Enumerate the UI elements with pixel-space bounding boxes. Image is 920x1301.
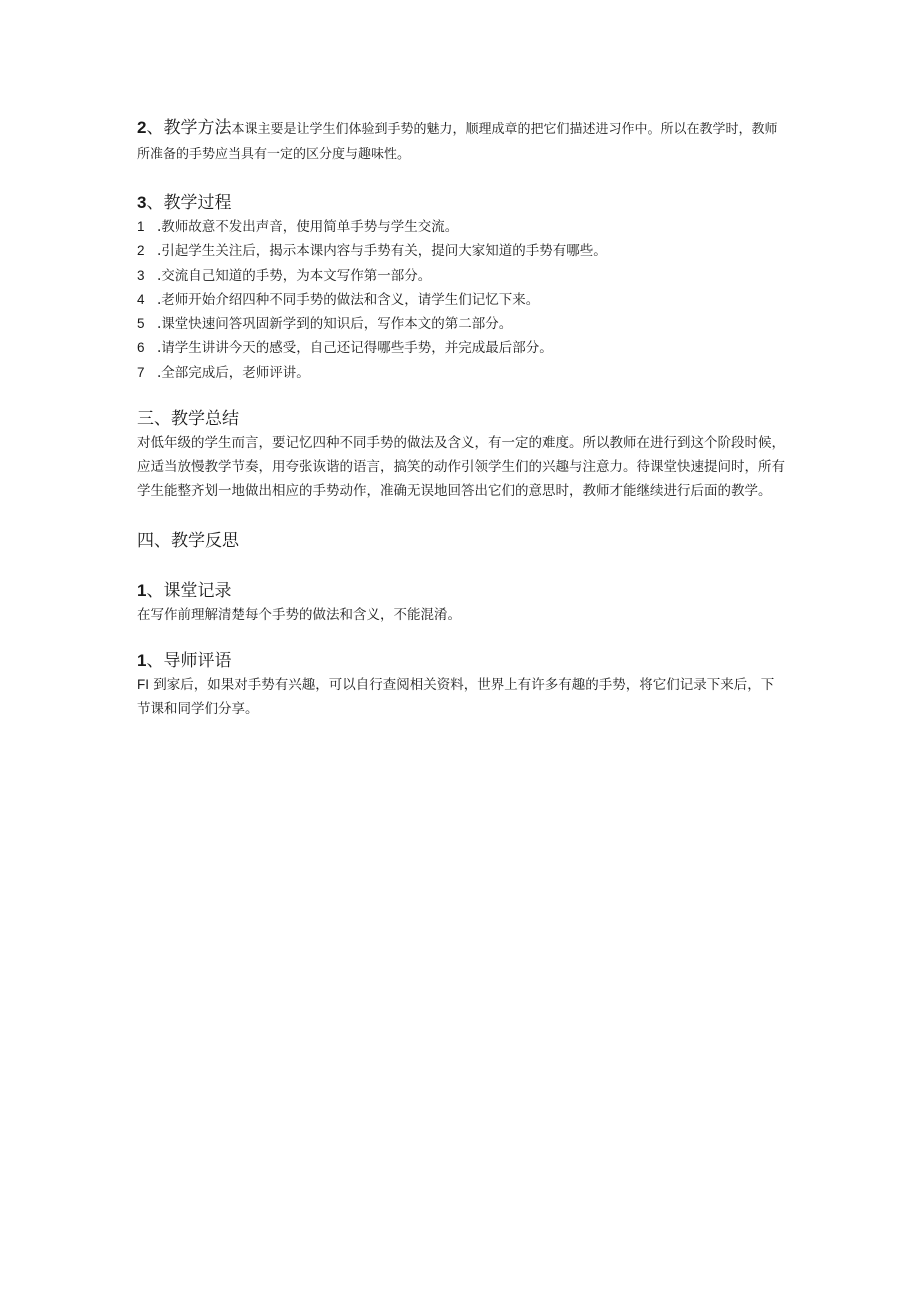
- list-item: [137, 215, 787, 239]
- mentor-comment-body: [137, 673, 787, 721]
- teaching-process-heading: [137, 191, 787, 215]
- teaching-process-title: 、教学过程: [146, 193, 232, 213]
- mentor-comment-prefix: FI: [137, 677, 149, 693]
- teaching-method-paragraph: [137, 116, 787, 167]
- list-item-number: 6: [137, 340, 145, 356]
- class-record-heading: [137, 579, 787, 603]
- list-item: [137, 361, 787, 385]
- list-item-text: .老师开始介绍四种不同手势的做法和含义，请学生们记忆下来。: [157, 291, 540, 308]
- list-item-text: .请学生讲讲今天的感受，自己还记得哪些手势，并完成最后部分。: [157, 340, 553, 357]
- teaching-summary-heading: 三、教学总结: [137, 409, 239, 430]
- mentor-comment-title: 、导师评语: [146, 651, 232, 672]
- class-record-title: 、课堂记录: [146, 581, 232, 602]
- teaching-method-number: 2: [137, 118, 147, 137]
- mentor-comment-heading: [137, 649, 787, 673]
- class-record-number: 1: [137, 581, 147, 601]
- document-page: [137, 116, 787, 721]
- list-item-number: 3: [137, 267, 145, 283]
- list-item: [137, 288, 787, 312]
- list-item-number: 2: [137, 243, 145, 259]
- teaching-method-body: 本课主要是让学生们体验到手势的魅力，顺理成章的把它们描述进习作中。所以在教学时，教师所准备的手势应当具有一定的区分度与趣味性。: [137, 122, 778, 162]
- list-item-number: 4: [137, 291, 145, 307]
- teaching-process-number: 3: [137, 193, 147, 212]
- list-item-text: .交流自己知道的手势，为本文写作第一部分。: [157, 267, 432, 284]
- teaching-method-title: 、教学方法: [146, 118, 232, 138]
- mentor-comment-text: 到家后，如果对手势有兴趣，可以自行查阅相关资料，世界上有许多有趣的手势，将它们记录下来后，下节课和同学们分享。: [137, 677, 775, 718]
- list-item-text: .引起学生关注后，揭示本课内容与手势有关，提问大家知道的手势有哪些。: [157, 243, 607, 260]
- list-item-text: .课堂快速问答巩固新学到的知识后，写作本文的第二部分。: [157, 316, 513, 333]
- list-item: [137, 312, 787, 336]
- mentor-comment-number: 1: [137, 651, 147, 671]
- list-item-number: 1: [137, 219, 145, 234]
- teaching-process-list: [137, 215, 787, 385]
- list-item-number: 5: [137, 316, 145, 332]
- teaching-summary-body: 对低年级的学生而言，要记忆四种不同手势的做法及含义，有一定的难度。所以教师在进行到这个阶段时候，应适当放慢教学节奏，用夸张诙谐的语言，搞笑的动作引领学生们的兴趣与注意力。待课堂快速提问时，所有学生能整齐划一地做出相应的手势动作，准确无误地回答出它们的意思时，教师才能继续进行后面的教学。: [137, 435, 785, 500]
- list-item: [137, 336, 787, 360]
- class-record-body: 在写作前理解清楚每个手势的做法和含义，不能混淆。: [137, 607, 461, 624]
- teaching-reflection-heading: 四、教学反思: [137, 531, 239, 552]
- list-item: [137, 239, 787, 263]
- list-item-text: .教师故意不发出声音，使用简单手势与学生交流。: [157, 219, 459, 235]
- list-item-number: 7: [137, 364, 145, 380]
- list-item-text: .全部完成后，老师评讲。: [157, 364, 310, 381]
- list-item: [137, 264, 787, 288]
